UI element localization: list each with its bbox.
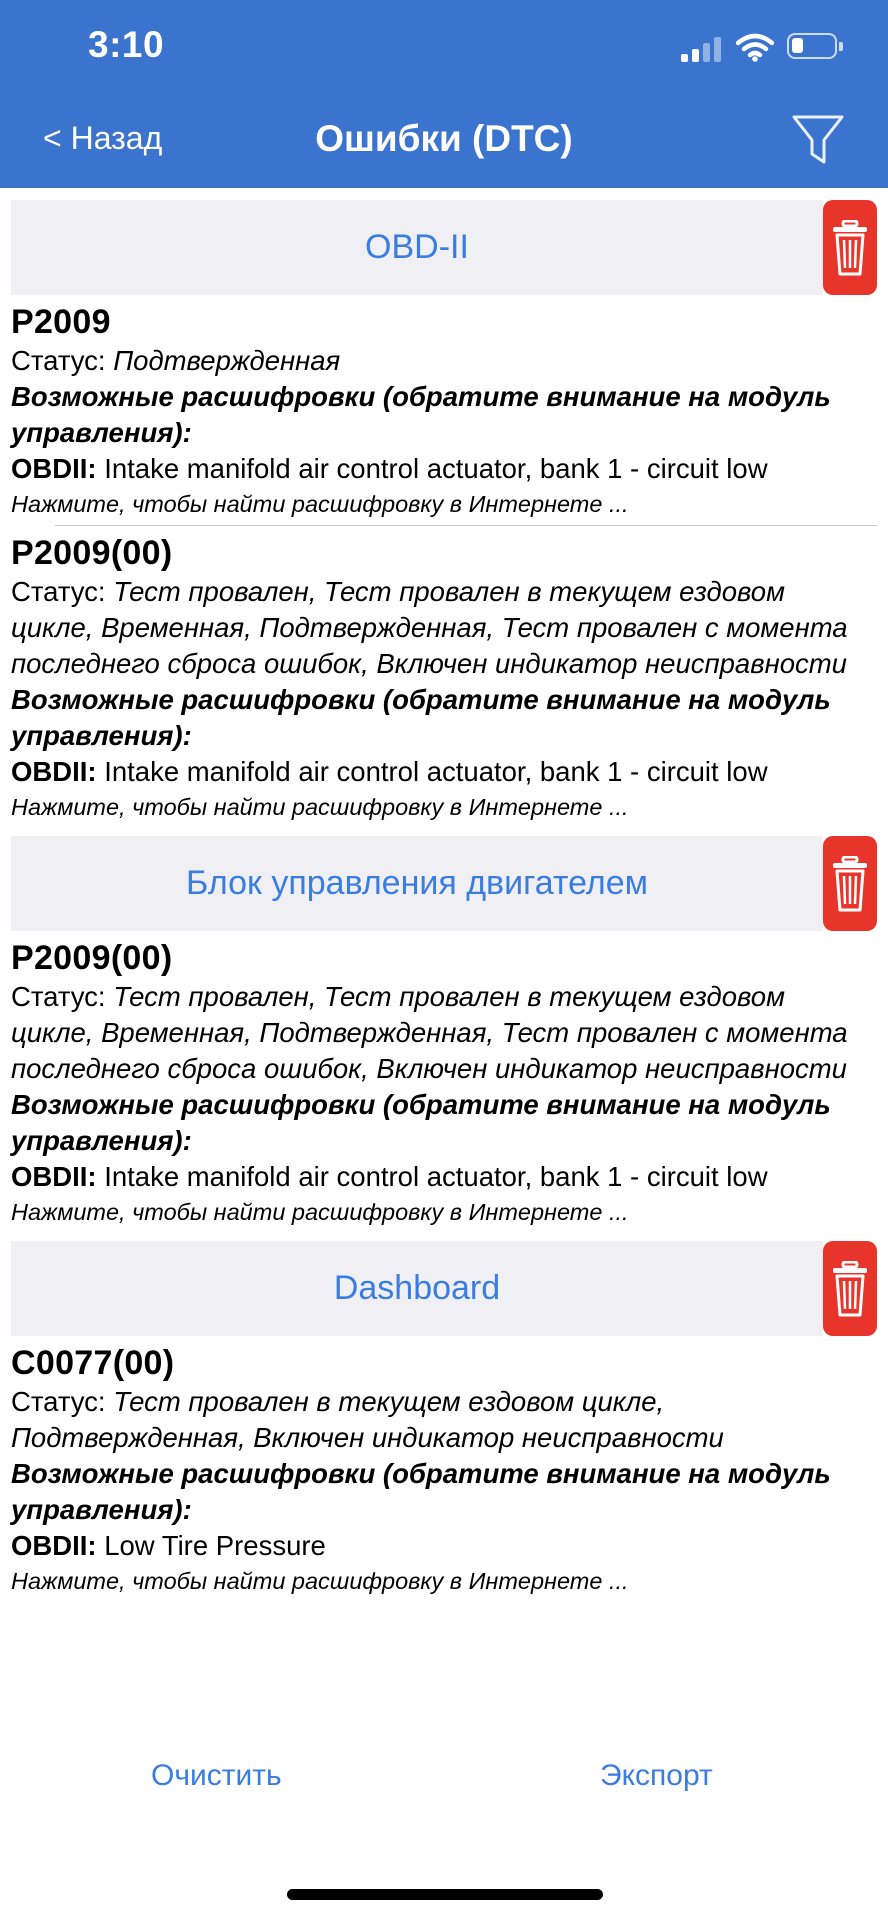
search-online-link[interactable]: Нажмите, чтобы найти расшифровку в Интернете ...	[11, 794, 629, 820]
dtc-code: P2009(00)	[11, 534, 173, 572]
list-item[interactable]	[0, 532, 871, 824]
list-item[interactable]	[0, 301, 871, 521]
decodings-heading: Возможные расшифровки (обратите внимание на модуль управления):	[11, 1089, 831, 1156]
section-header	[11, 200, 888, 295]
dtc-code: P2009	[11, 303, 111, 341]
delete-section-button[interactable]	[823, 1241, 877, 1336]
export-button[interactable]: Экспорт	[600, 1759, 713, 1792]
section-title: Dashboard	[333, 1269, 501, 1307]
section-header	[11, 1241, 888, 1336]
decodings-heading: Возможные расшифровки (обратите внимание на модуль управления):	[11, 381, 831, 448]
section-title: OBD-II	[365, 228, 469, 266]
filter-icon[interactable]	[790, 114, 846, 166]
dtc-status: Статус: Подтвержденная	[11, 345, 341, 376]
list-item[interactable]	[0, 1342, 871, 1598]
status-time: 3:10	[88, 24, 165, 65]
wifi-icon	[736, 32, 774, 62]
dtc-decoding: OBDII: Intake manifold air control actuator, bank 1 - circuit low	[11, 1161, 768, 1192]
dtc-list[interactable]	[0, 188, 888, 1703]
search-online-link[interactable]: Нажмите, чтобы найти расшифровку в Интернете ...	[11, 1568, 629, 1594]
page-title: Ошибки (DTC)	[315, 118, 573, 159]
navigation-bar	[0, 0, 888, 188]
delete-section-button[interactable]	[823, 200, 877, 295]
section-header	[11, 836, 888, 931]
dtc-status: Статус: Тест провален в текущем ездовом цикле, Подтвержденная, Включен индикатор неисправности	[11, 1386, 724, 1453]
dtc-code: P2009(00)	[11, 939, 173, 977]
trash-icon	[832, 220, 868, 276]
decodings-heading: Возможные расшифровки (обратите внимание на модуль управления):	[11, 684, 831, 751]
clear-button[interactable]: Очистить	[151, 1759, 282, 1792]
bottom-toolbar	[0, 1703, 888, 1920]
signal-icon	[681, 36, 723, 62]
home-indicator[interactable]	[287, 1889, 603, 1900]
dtc-status: Статус: Тест провален, Тест провален в текущем ездовом цикле, Временная, Подтвержденная, Тест провален с момента последнего сброса ошибок, Включен индикатор неисправности	[11, 576, 848, 679]
trash-icon	[832, 1261, 868, 1317]
dtc-decoding: OBDII: Low Tire Pressure	[11, 1530, 326, 1561]
back-button[interactable]: < Назад	[43, 120, 163, 156]
dtc-code: C0077(00)	[11, 1344, 175, 1382]
dtc-decoding: OBDII: Intake manifold air control actuator, bank 1 - circuit low	[11, 453, 768, 484]
dtc-decoding: OBDII: Intake manifold air control actuator, bank 1 - circuit low	[11, 756, 768, 787]
list-item[interactable]	[0, 937, 871, 1229]
divider	[55, 525, 877, 526]
section-title: Блок управления двигателем	[185, 864, 649, 902]
search-online-link[interactable]: Нажмите, чтобы найти расшифровку в Интернете ...	[11, 491, 629, 517]
decodings-heading: Возможные расшифровки (обратите внимание на модуль управления):	[11, 1458, 831, 1525]
delete-section-button[interactable]	[823, 836, 877, 931]
trash-icon	[832, 856, 868, 912]
dtc-status: Статус: Тест провален, Тест провален в текущем ездовом цикле, Временная, Подтвержденная, Тест провален с момента последнего сброса ошибок, Включен индикатор неисправности	[11, 981, 848, 1084]
battery-icon	[787, 33, 837, 59]
search-online-link[interactable]: Нажмите, чтобы найти расшифровку в Интернете ...	[11, 1199, 629, 1225]
